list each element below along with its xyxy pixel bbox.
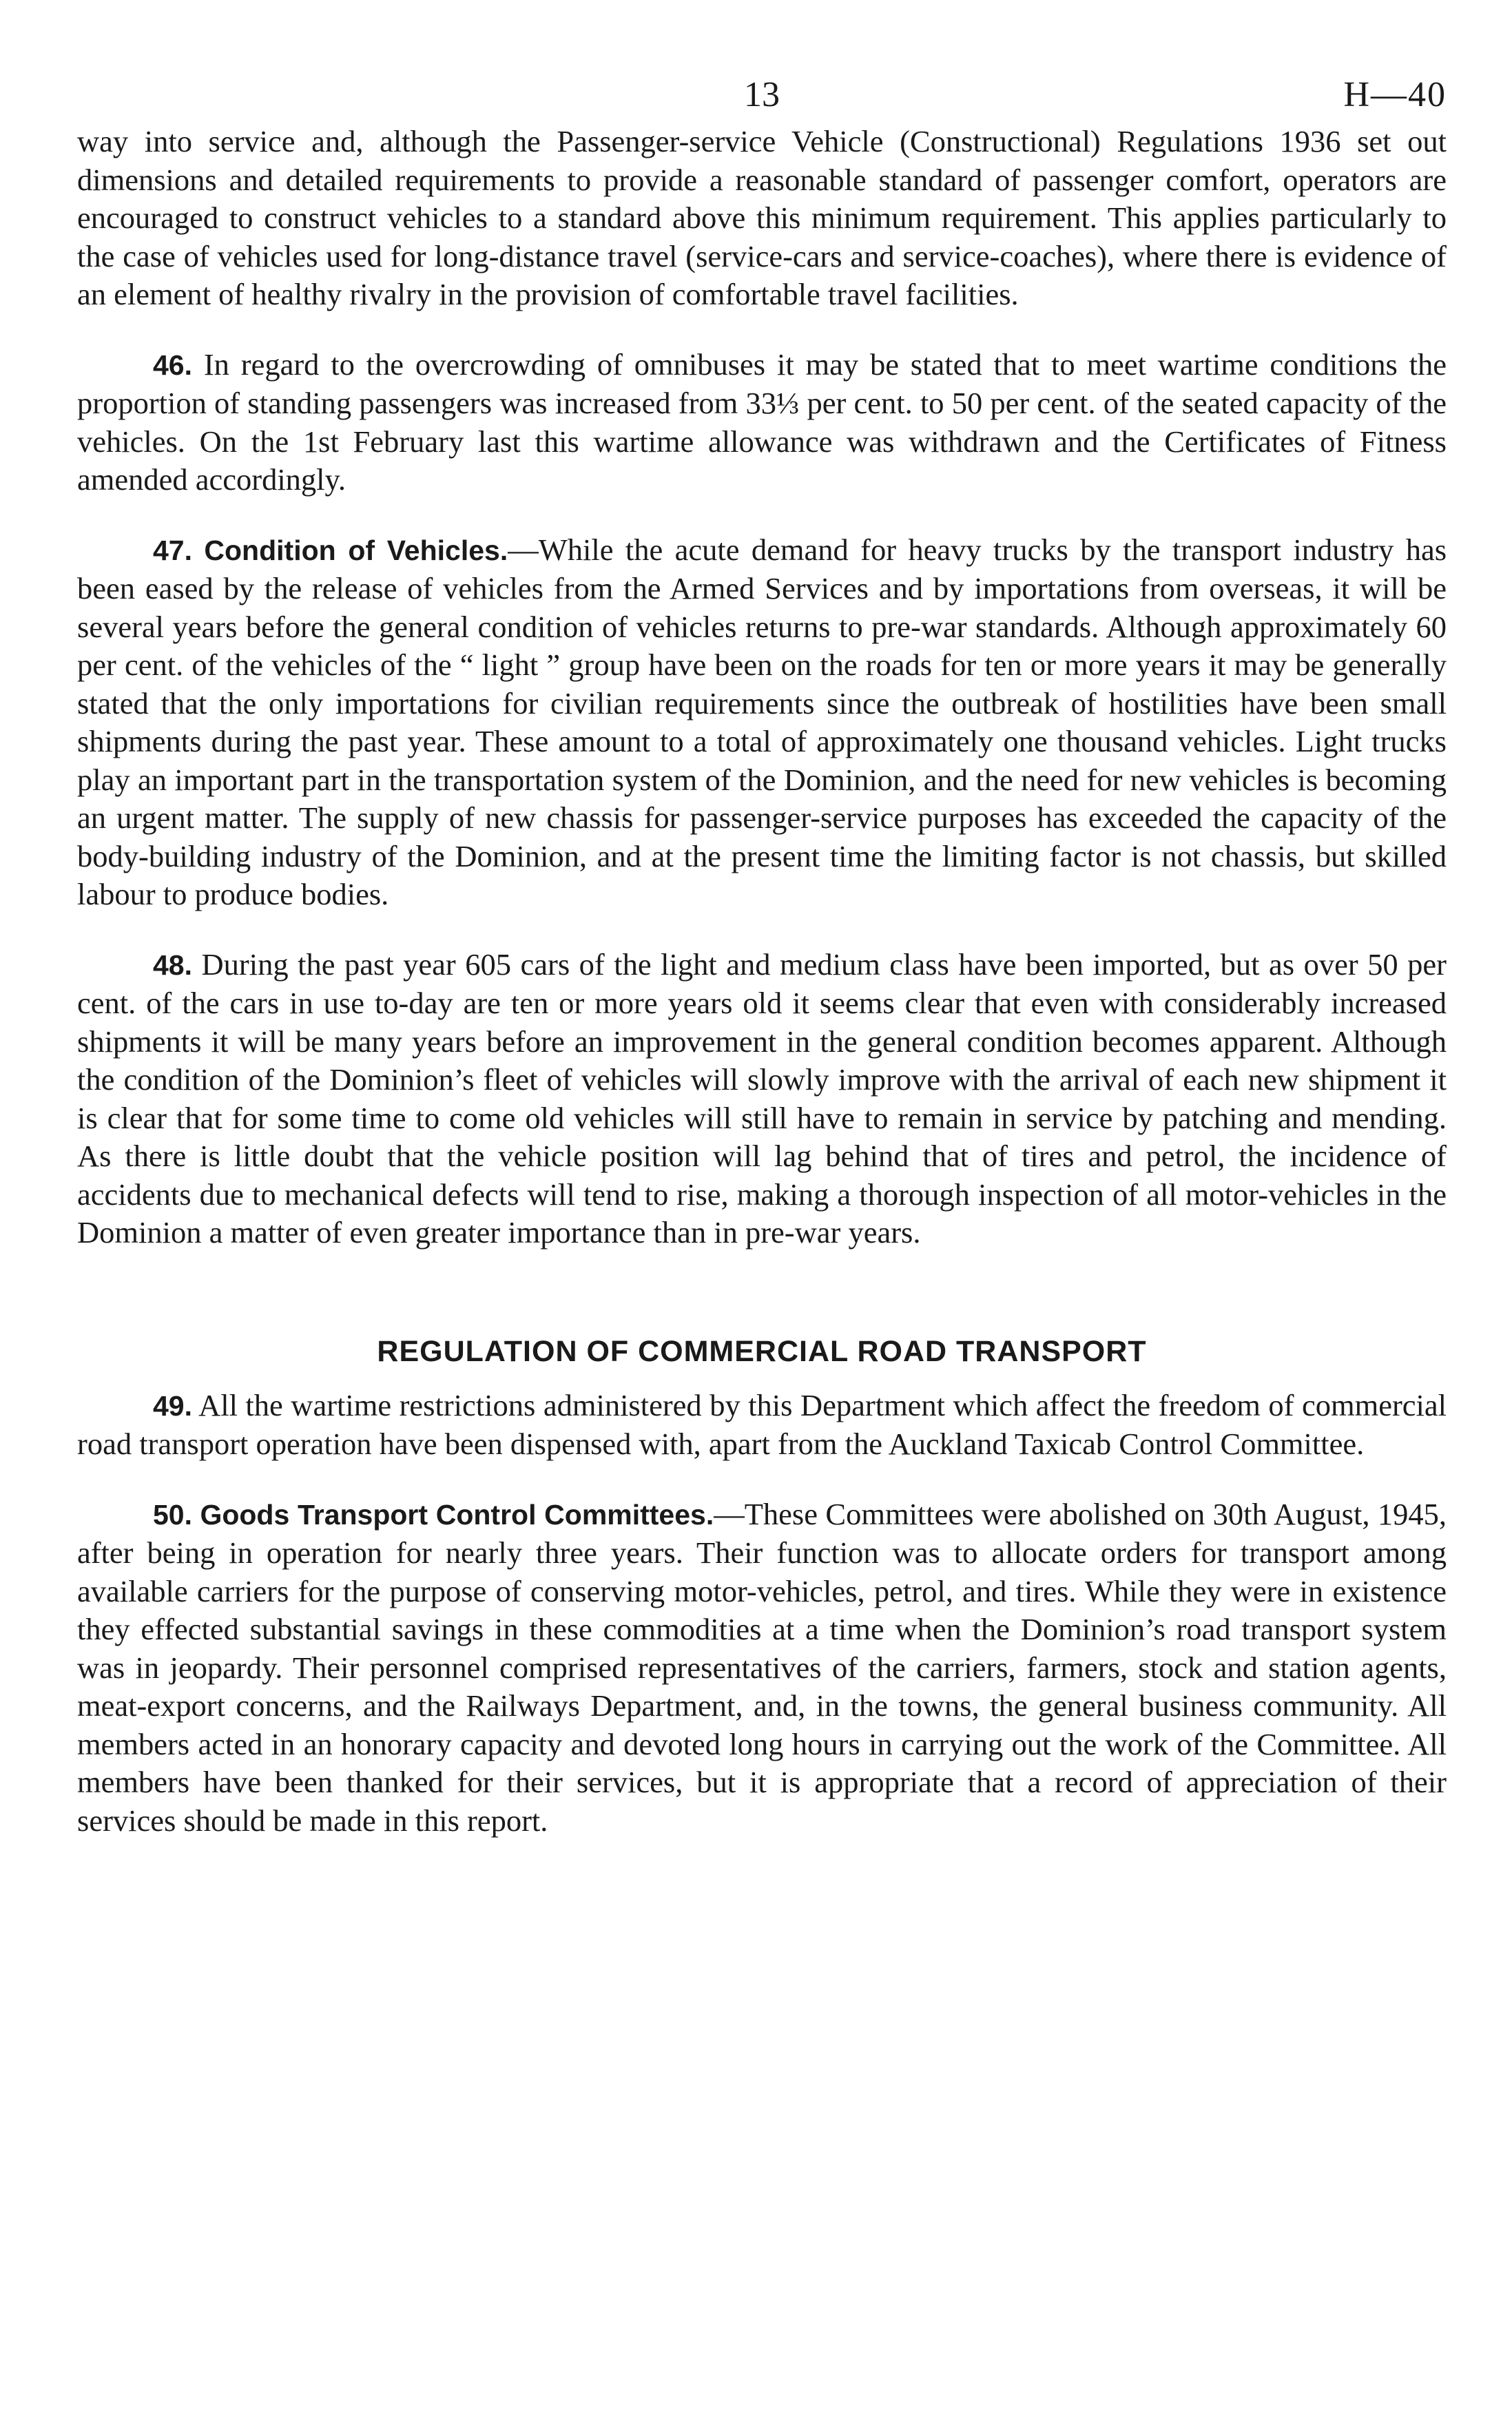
paragraph-number: 50. [153, 1498, 192, 1531]
paragraph-text: —These Committees were abolished on 30th August, 1945, after being in operation for nearly three years. Their function was to allocate orders for transport among available carriers for the purpose of conserving motor-vehicles, petrol, and tires. While they were in existence they effected substantial savings in these commodities at a time when the Dominion’s road transport system was in jeopardy. Their personnel comprised representatives of the carriers, farmers, stock and station agents, meat-export concerns, and the Railways Department, and, in the towns, the general business community. All members acted in an honorary capacity and devoted long hours in carrying out the work of the Committee. All members have been thanked for their services, but it is appropriate that a record of appreciation of their services should be made in this report. [77, 1496, 1447, 1838]
document-page [77, 74, 1447, 1840]
paragraph-49 [77, 1387, 1447, 1464]
paragraph-text: All the wartime restrictions administered by this Department which affect the freedom of commercial road transport operation have been dispensed with, apart from the Auckland Taxicab Control Committee. [77, 1387, 1447, 1461]
paragraph-48 [77, 946, 1447, 1252]
paragraph-46 [77, 346, 1447, 499]
paragraph-number: 48. [153, 949, 192, 981]
paragraph-50 [77, 1495, 1447, 1841]
document-reference: H—40 [1343, 75, 1447, 114]
paragraph-text: per cent. to 50 per cent. of the seated capacity of the vehicles. On the 1st February last this wartime allowance was withdrawn and the Certificates of Fitness amended accordingly. [77, 386, 1447, 497]
fraction: ⅓ [776, 386, 800, 420]
paragraph-continued [77, 123, 1447, 314]
paragraph-text: During the past year 605 cars of the light and medium class have been imported, but as over 50 per cent. of the cars in use to-day are ten or more years old it seems clear that even with considerably increased shipments it will be many years before an improvement in the general condition becomes apparent. Although the condition of the Dominion’s fleet of vehicles will slowly improve with the arrival of each new shipment it is clear that for some time to come old vehicles will still have to remain in service by patching and mending. As there is little doubt that the vehicle position will lag behind that of tires and petrol, the incidence of accidents due to mechanical defects will tend to rise, making a thorough inspection of all motor-vehicles in the Dominion a matter of even greater importance than in pre-war years. [77, 946, 1447, 1250]
page-number: 13 [744, 75, 780, 114]
paragraph-number: 47. [153, 534, 192, 566]
paragraph-47 [77, 531, 1447, 914]
paragraph-number: 49. [153, 1389, 192, 1422]
side-heading: Condition of Vehicles. [204, 534, 508, 566]
paragraph-text: —While the acute demand for heavy trucks by the transport industry has been eased by the release of vehicles from the Armed Services and by importations from overseas, it will be several years before the general condition of vehicles returns to pre-war standards. Although approximately 60 per cent. of the vehicles of the “ light ” group have been on the roads for ten or more years it may be generally stated that the only importations for civilian requirements since the outbreak of hostilities have been small shipments during the past year. These amount to a total of approximately one thousand vehicles. Light trucks play an important part in the transportation system of the Dominion, and the need for new vehicles is becoming an urgent matter. The supply of new chassis for passenger-service purposes has exceeded the capacity of the body-building industry of the Dominion, and at the present time the limiting factor is not chassis, but skilled labour to produce bodies. [77, 532, 1447, 911]
paragraph-text: way into service and, although the Passenger-service Vehicle (Constructional) Regulations 1936 set out dimensions and detailed requirements to provide a reasonable standard of passenger comfort, operators are encouraged to construct vehicles to a standard above this minimum requirement. This applies particularly to the case of vehicles used for long-distance travel (service-cars and service-coaches), where there is evidence of an element of healthy rivalry in the provision of comfortable travel facilities. [77, 124, 1447, 311]
paragraph-number: 46. [153, 349, 192, 381]
side-heading: Goods Transport Control Committees. [200, 1498, 714, 1531]
section-heading: REGULATION OF COMMERCIAL ROAD TRANSPORT [377, 1334, 1147, 1368]
paragraph-text: In regard to the overcrowding of omnibuses it may be stated that to meet wartime conditions the proportion of standing passengers was increased from 33 [77, 346, 1447, 420]
page-header [77, 74, 1447, 123]
